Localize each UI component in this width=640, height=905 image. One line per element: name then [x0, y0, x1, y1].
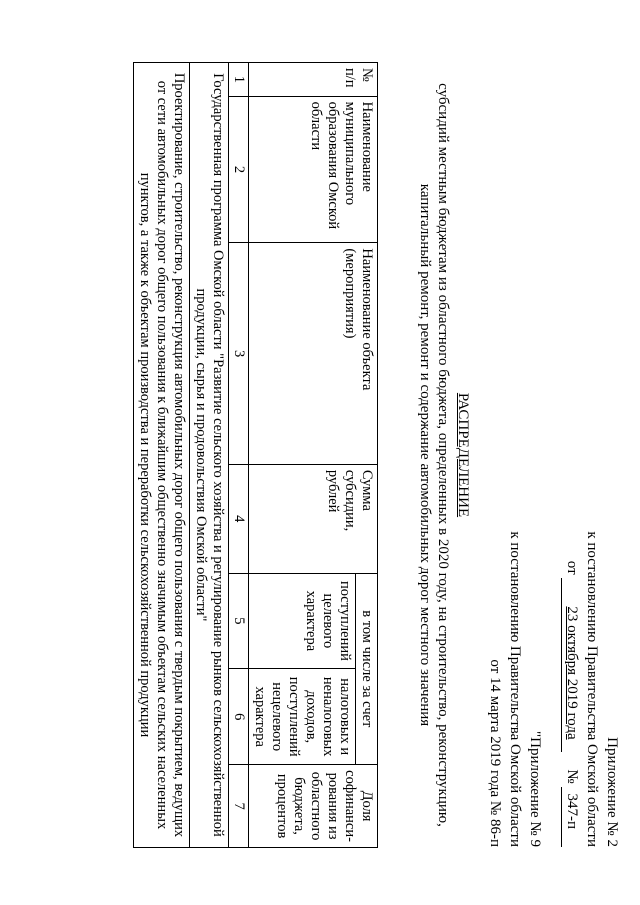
previous-appendix-number: "Приложение № 9 [527, 731, 543, 847]
header-cell-share: Доля софинанси-рования из областного бюджета, процентов [249, 765, 378, 848]
section-row-activity [134, 63, 190, 848]
column-number: 7 [229, 765, 249, 848]
header-cell-sum: Сумма субсидии, рублей [249, 464, 378, 573]
header-cell-number: № п/п [249, 63, 378, 97]
previous-appendix-header [485, 367, 545, 847]
header-cell-municipality: Наименование муниципального образования Омской области [249, 96, 378, 243]
column-number-row [229, 63, 249, 848]
column-number: 5 [229, 573, 249, 669]
previous-decree-reference: к постановлению Правительства Омской области [507, 531, 523, 847]
header-cell-targeted: поступлений целевого характера [249, 573, 356, 669]
column-number: 6 [229, 669, 249, 765]
decree-reference: к постановлению Правительства Омской области [584, 531, 600, 847]
table-header-row-1 [356, 63, 378, 848]
decree-date-line: от 23 октября 2019 года № 347-п [561, 367, 582, 847]
decree-date: 23 октября 2019 года [561, 578, 582, 751]
title-line-1: субсидий местным бюджетам из областного бюджета, определенных в 2020 году, на строительство, реконструкцию, [435, 83, 451, 827]
decree-number: 347-п [561, 787, 582, 847]
title-word: РАСПРЕДЕЛЕНИЕ [455, 392, 471, 518]
program-title: Государственная программа Омской области "Развитие сельского хозяйства и регулирование рынков сельскохозяйственной продукции, сырья и продовольствия Омской области" [190, 63, 229, 848]
column-number: 3 [229, 243, 249, 464]
column-number: 2 [229, 96, 249, 243]
header-cell-including: в том числе за счет [356, 573, 378, 765]
appendix-number: Приложение № 2 [604, 737, 620, 847]
column-number: 1 [229, 63, 249, 97]
activity-title: Проектирование, строительство, реконструкция автомобильных дорог общего пользования с твердым покрытием, ведущих от сети автомобильных дорог общего пользования к ближайшим общественно значимым объектам сельских населенных пунктов, а также к объектам производства и переработки сельскохозяйственной продукции [134, 63, 190, 848]
document-title [416, 60, 472, 850]
section-row-program [190, 63, 229, 848]
header-cell-tax: налоговых и неналоговых доходов, поступлений нецелевого характера [249, 669, 356, 765]
title-line-2: капитальный ремонт, ремонт и содержание автомобильных дорог местного значения [417, 183, 433, 727]
distribution-table [133, 62, 378, 848]
column-number: 4 [229, 464, 249, 573]
previous-decree-date: от 14 марта 2019 года № 86-п [487, 659, 503, 847]
header-cell-object: Наименование объекта (мероприятия) [249, 243, 378, 464]
appendix-header [561, 367, 622, 847]
